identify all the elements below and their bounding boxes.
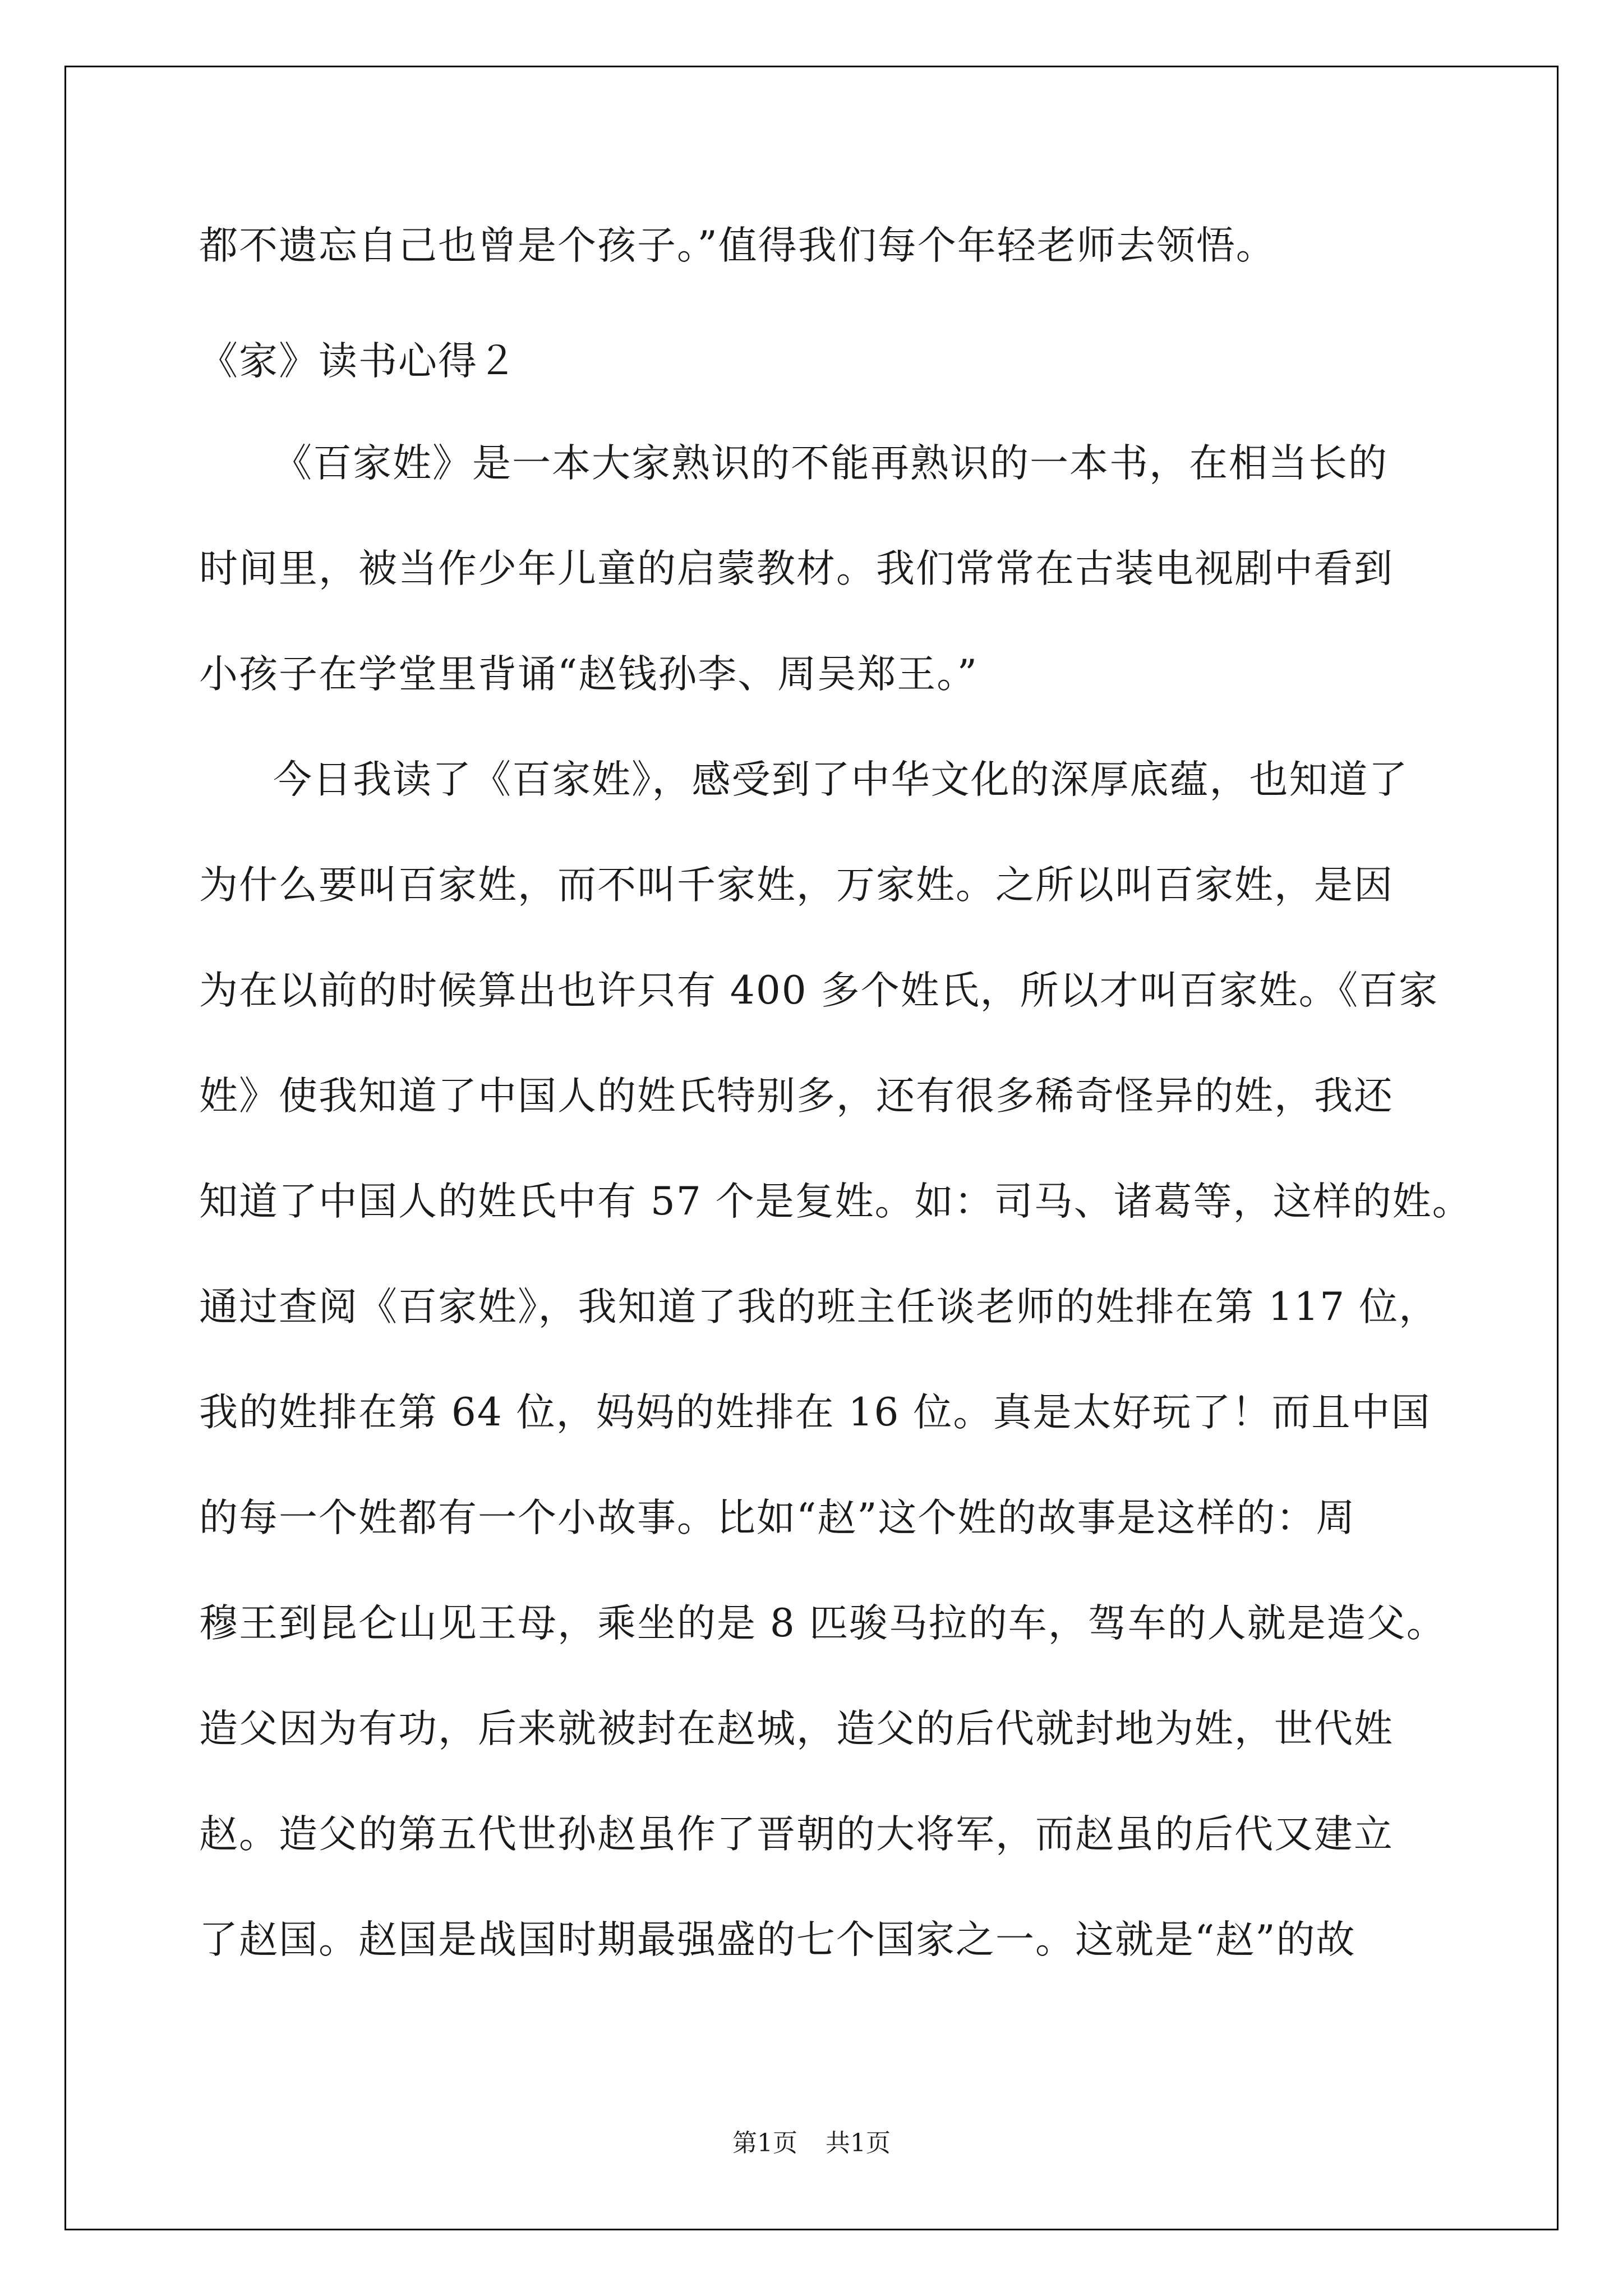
- text-line: 了赵国。赵国是战国时期最强盛的七个国家之一。这就是“赵”的故: [199, 1917, 1356, 1962]
- text-line: 造父因为有功，后来就被封在赵城，造父的后代就封地为姓，世代姓: [199, 1706, 1394, 1751]
- page-total: 共1页: [826, 2129, 891, 2157]
- text-line: 穆王到昆仑山见王母，乘坐的是 8 匹骏马拉的车，驾车的人就是造父。: [199, 1601, 1446, 1646]
- text-line: 都不遗忘自己也曾是个孩子。”值得我们每个年轻老师去领悟。: [199, 223, 1276, 268]
- text-line: 时间里，被当作少年儿童的启蒙教材。我们常常在古装电视剧中看到: [199, 546, 1394, 591]
- page-footer: [0, 2128, 1623, 2159]
- section-heading: 《家》读书心得２: [199, 339, 518, 384]
- text-line: 姓》使我知道了中国人的姓氏特别多，还有很多稀奇怪异的姓，我还: [199, 1074, 1394, 1119]
- paragraph-first-line: 《百家姓》是一本大家熟识的不能再熟识的一本书，在相当长的: [273, 441, 1388, 486]
- text-line: 通过查阅《百家姓》，我知道了我的班主任谈老师的姓排在第 117 位，: [199, 1285, 1439, 1329]
- text-line: 赵。造父的第五代世孙赵虽作了晋朝的大将军，而赵虽的后代又建立: [199, 1812, 1394, 1857]
- text-line: 为在以前的时候算出也许只有 400 多个姓氏，所以才叫百家姓。《百家: [199, 968, 1439, 1013]
- text-line: 知道了中国人的姓氏中有 57 个是复姓。如：司马、诸葛等，这样的姓。: [199, 1179, 1472, 1224]
- text-line: 小孩子在学堂里背诵“赵钱孙李、周吴郑王。”: [199, 652, 979, 697]
- text-line: 为什么要叫百家姓，而不叫千家姓，万家姓。之所以叫百家姓，是因: [199, 863, 1394, 908]
- page-number: 第1页: [732, 2129, 797, 2157]
- text-line: 我的姓排在第 64 位，妈妈的姓排在 16 位。真是太好玩了！而且中国: [199, 1390, 1431, 1435]
- paragraph-first-line: 今日我读了《百家姓》，感受到了中华文化的深厚底蕴，也知道了: [273, 757, 1409, 802]
- text-line: 的每一个姓都有一个小故事。比如“赵”这个姓的故事是这样的：周: [199, 1496, 1356, 1540]
